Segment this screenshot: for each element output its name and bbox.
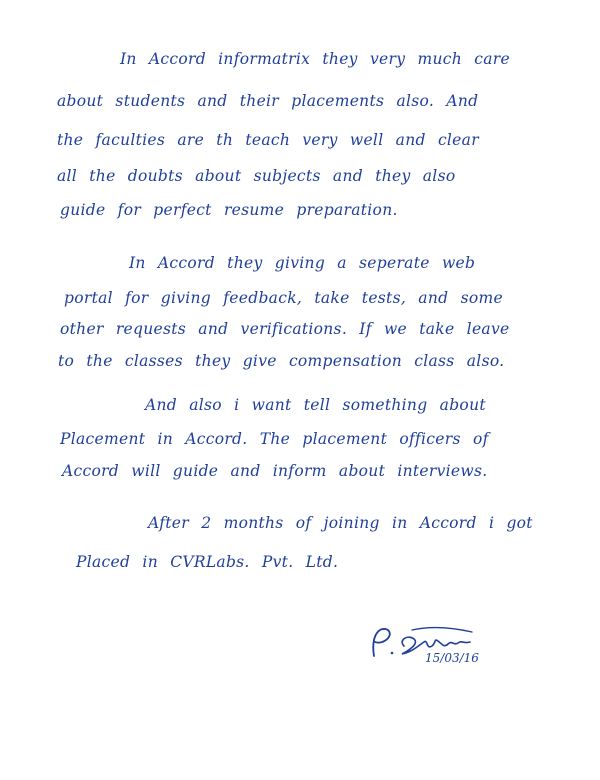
paragraph-3-line-2: Placement in Accord. The placement officers of bbox=[60, 430, 489, 448]
paragraph-2-line-1: In Accord they giving a seperate web bbox=[129, 254, 476, 272]
paragraph-3-line-3: Accord will guide and inform about interviews. bbox=[62, 462, 488, 480]
paragraph-3-line-1: And also i want tell something about bbox=[145, 396, 486, 414]
paragraph-1-line-4: all the doubts about subjects and they also bbox=[57, 167, 456, 185]
paragraph-1-line-1: In Accord informatrix they very much care bbox=[120, 50, 510, 68]
paragraph-2-line-4: to the classes they give compensation class also. bbox=[58, 352, 505, 370]
paragraph-4-line-2: Placed in CVRLabs. Pvt. Ltd. bbox=[76, 553, 339, 571]
paragraph-2-line-3: other requests and verifications. If we take leave bbox=[60, 320, 510, 338]
paragraph-4-line-1: After 2 months of joining in Accord i got bbox=[148, 514, 533, 532]
paragraph-1-line-3: the faculties are th teach very well and clear bbox=[57, 131, 479, 149]
paragraph-1-line-5: guide for perfect resume preparation. bbox=[60, 201, 398, 219]
paragraph-2-line-2: portal for giving feedback, take tests, and some bbox=[64, 289, 503, 307]
paragraph-1-line-2: about students and their placements also. And bbox=[57, 92, 479, 110]
signature-date: 15/03/16 bbox=[425, 651, 479, 665]
